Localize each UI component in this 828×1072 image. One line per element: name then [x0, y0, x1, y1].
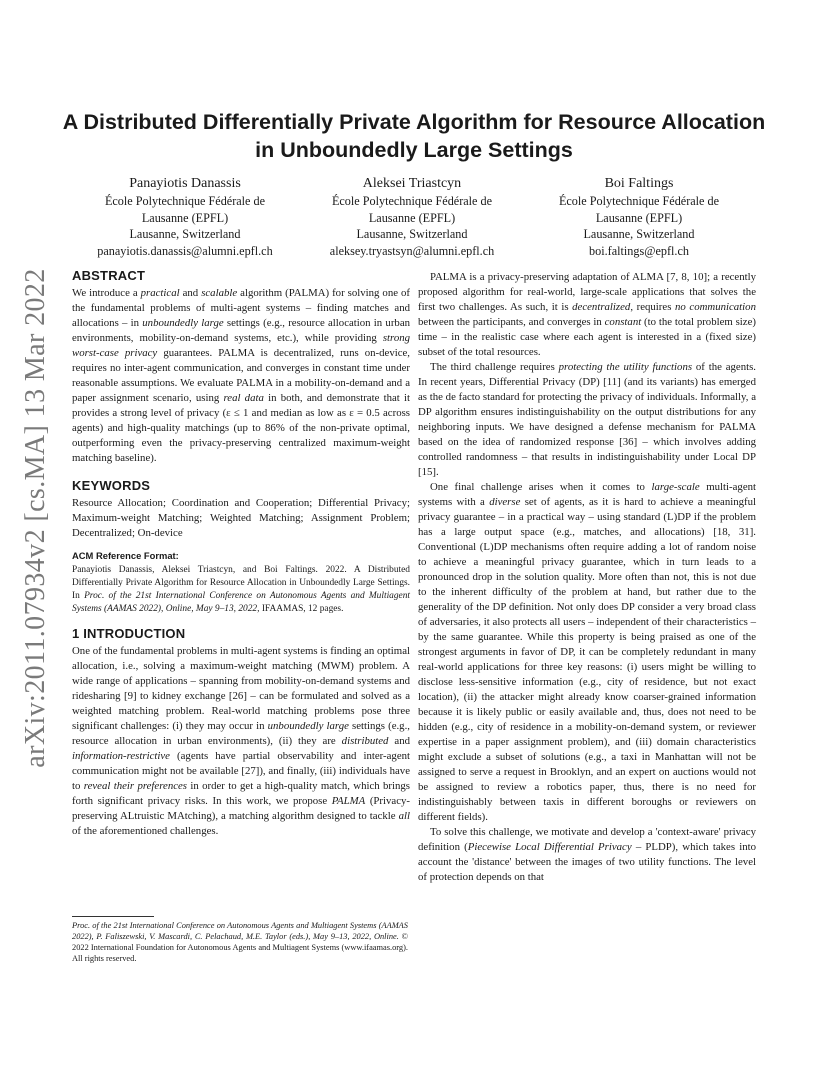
arxiv-stamp: arXiv:2011.07934v2 [cs.MA] 13 Mar 2022	[20, 268, 51, 768]
author-email: aleksey.tryastsyn@alumni.epfl.ch	[329, 243, 495, 258]
author-name: Boi Faltings	[604, 176, 674, 191]
paragraph: One final challenge arises when it comes to large-scale multi-agent systems with a diverse set of agents, as it is hard to achieve a meaningful privacy guarantee – in a practical way – using standard (L)DP if the problem has a large output space (e.g., matches, and allocations) [18, 31]. Conventional (L)DP mechanisms often require adding a lot of random noise to achieve a meaningful privacy guarantee, which in turn leads to a pronounced drop in the solution quality. More often than not, this is not due to the inherent difficulty of the problem at hand, but rather due to the generality of the DP definition. Not only does DP consider a very broad class of adversaries, it also protects all users – independent of their characteristics – by the same guarantee. While this property is being praised as one of the strongest arguments in favor of DP, it can be completely redundant in many real-world applications for three key reasons: (i) users might be willing to disclose less-sensitive information (e.g., city of residence, but not exact location), (ii) the attacker might already know coarser-grained information because it is likely public or easily available and, thus, does not need to be hidden (e.g., city of residence in a mobility-on-demand system, or reviewer expertise in a paper assignment problem), and (iii) domain characteristics might exclude a subset of solutions (e.g., a taxi in Manhattan will not be assigned to serve a request in Brooklyn, and an expert on auctions would not be assigned to review a robotics paper, thus, there is no need for indistinguishably between taxis in different boroughs or reviewers on different fields).	[418, 481, 757, 823]
left-column	[72, 268, 410, 839]
introduction-heading: 1 INTRODUCTION	[72, 626, 186, 641]
author-email: panayiotis.danassis@alumni.epfl.ch	[97, 243, 273, 258]
abstract-heading: ABSTRACT	[72, 268, 146, 283]
acm-reference-heading: ACM Reference Format:	[72, 550, 179, 561]
author-affiliation: Lausanne (EPFL)	[368, 210, 456, 225]
author-name: Panayiotis Danassis	[129, 176, 241, 191]
author-2	[299, 174, 525, 259]
author-affiliation: École Polytechnique Fédérale de	[104, 194, 266, 208]
abstract-text: We introduce a practical and scalable algorithm (PALMA) for solving one of the fundamental problems of multi-agent systems – finding matches and allocations – in unboundedly large settings (e.g., resource allocation in urban environments, mobility-on-demand systems, etc.), while providing strong worst-case privacy guarantees. PALMA is decentralized, runs on-device, requires no inter-agent communication, and converges in constant time under reasonable assumptions. We evaluate PALMA in a mobility-on-demand and a paper assignment scenario, using real data in both, and demonstrate that it provides a strong level of privacy (ε ≤ 1 and median as low as ε = 0.5 across agents) and high-quality matchings (up to 86% of the non-private optimal, outperforming even the privacy-preserving centralized maximum-weight matching baseline).	[72, 287, 411, 464]
author-1	[72, 174, 298, 259]
footnote: Proc. of the 21st International Conference on Autonomous Agents and Multiagent Systems (AAMAS 2022), P. Faliszewski, V. Mascardi, C. Pelachaud, M.E. Taylor (eds.), May 9–13, 2022, Online. © 2022 International Foundation for Autonomous Agents and Multiagent Systems (www.ifaamas.org). All rights reserved.	[72, 921, 408, 963]
author-location: Lausanne, Switzerland	[356, 227, 468, 241]
footnote-rule	[72, 916, 154, 917]
paragraph: The third challenge requires protecting the utility functions of the agents. In recent years, Differential Privacy (DP) [11] (and its variants) has emerged as the de facto standard for protecting the privacy of individuals. Informally, a DP algorithm ensures indistinguishability on the output distributions for any neighboring inputs. We have designed a defense mechanism for PALMA based on the idea of randomized response [36] – which involves adding controlled randomness – that results in indistinguishability under Local DP [15].	[418, 361, 756, 478]
author-block	[72, 174, 752, 259]
keywords-text: Resource Allocation; Coordination and Cooperation; Differential Privacy; Maximum-weight Matching; Weighted Matching; Assignment Problem; Decentralized; On-device	[72, 497, 410, 539]
paper-title: A Distributed Differentially Private Algorithm for Resource Allocation in Unboundedly Large Settings	[62, 110, 766, 162]
paragraph: PALMA is a privacy-preserving adaptation of ALMA [7, 8, 10]; a recently proposed algorithm for real-world, large-scale applications that solves the first two challenges. As such, it is decentralized, requires no communication between the participants, and converges in constant (to the total problem size) time – in the realistic case where each agent is interested in a (fixed size) subset of the total resources.	[418, 271, 756, 358]
author-affiliation: Lausanne (EPFL)	[595, 210, 683, 225]
author-affiliation: Lausanne (EPFL)	[141, 210, 229, 225]
paragraph: To solve this challenge, we motivate and develop a 'context-aware' privacy definition (Piecewise Local Differential Privacy – PLDP), which takes into account the 'distance' between the images of two utility functions. The level of protection depends on that	[418, 826, 756, 883]
author-affiliation: École Polytechnique Fédérale de	[331, 194, 493, 208]
acm-reference-text: Panayiotis Danassis, Aleksei Triastcyn, and Boi Faltings. 2022. A Distributed Differentially Private Algorithm for Resource Allocation in Unboundedly Large Settings. In Proc. of the 21st International Conference on Autonomous Agents and Multiagent Systems (AAMAS 2022), Online, May 9–13, 2022, IFAAMAS, 12 pages.	[72, 565, 411, 614]
keywords-heading: KEYWORDS	[72, 478, 151, 493]
author-3	[526, 174, 752, 259]
author-name: Aleksei Triastcyn	[362, 176, 462, 191]
right-column	[418, 270, 756, 885]
author-affiliation: École Polytechnique Fédérale de	[558, 194, 720, 208]
introduction-text: One of the fundamental problems in multi-agent systems is finding an optimal allocation, i.e., solving a maximum-weight matching (MWM) problem. A wide range of applications – spanning from mobility-on-demand systems and ridesharing [9] to kidney exchange [26] – can be formulated and solved as a weighted matching problem. Real-world matching problems pose three significant challenges: (i) they may occur in unboundedly large settings (e.g., resource allocation in urban environments), (ii) they are distributed and information-restrictive (agents have partial observability and inter-agent communication might not be available [27]), and finally, (iii) individuals have to reveal their preferences in order to get a high-quality match, which brings forth significant privacy risks. In this work, we propose PALMA (Privacy-preserving ALtruistic MAtching), a matching algorithm designed to tackle all of the aforementioned challenges.	[72, 645, 411, 837]
author-location: Lausanne, Switzerland	[583, 227, 695, 241]
author-location: Lausanne, Switzerland	[129, 227, 241, 241]
author-email: boi.faltings@epfl.ch	[589, 243, 689, 258]
